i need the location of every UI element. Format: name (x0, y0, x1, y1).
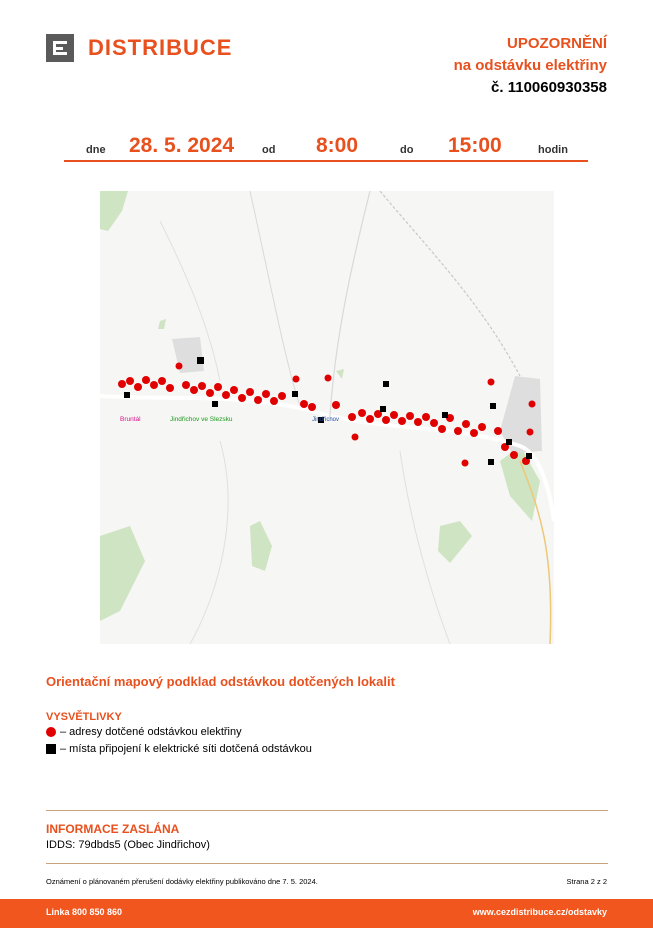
notice-header (454, 33, 607, 99)
legend-item-connection (46, 743, 312, 755)
day-label: dne (86, 144, 106, 156)
divider-bottom (46, 863, 608, 864)
hotline-link[interactable]: Linka 800 850 860 (46, 907, 123, 917)
red-circle-icon (46, 727, 56, 737)
map-label-bruntal: Bruntál (120, 416, 141, 423)
from-time: 8:00 (316, 134, 359, 157)
hours-label: hodin (538, 144, 568, 156)
notice-subtitle: na odstávku elektřiny (453, 57, 607, 74)
notice-number: č. 110060930358 (491, 79, 607, 96)
map-label-village: Jindřichov ve Slezsku (170, 416, 233, 423)
map-label-center: Jindřichov (312, 417, 340, 423)
footer-bar (0, 899, 653, 928)
to-time: 15:00 (448, 134, 502, 157)
from-label: od (262, 144, 276, 156)
map-canvas (100, 191, 554, 644)
notice-title: UPOZORNĚNÍ (506, 35, 607, 52)
to-label: do (400, 144, 414, 156)
legend-item-address (46, 726, 242, 738)
cez-logo-icon (46, 34, 74, 62)
schedule-row (64, 132, 588, 162)
publication-note: Oznámení o plánovaném přerušení dodávky elektřiny publikováno dne 7. 5. 2024. (46, 877, 318, 886)
outage-date: 28. 5. 2024 (129, 134, 235, 157)
black-square-icon (46, 744, 56, 754)
legend-address-text: – adresy dotčené odstávkou elektřiny (60, 726, 242, 738)
map-caption: Orientační mapový podklad odstávkou dotčených lokalit (46, 674, 395, 689)
info-title: INFORMACE ZASLÁNA (46, 822, 180, 836)
website-link[interactable]: www.cezdistribuce.cz/odstavky (472, 907, 607, 917)
outage-map[interactable] (100, 191, 554, 644)
divider-top (46, 810, 608, 811)
info-text: IDDS: 79dbds5 (Obec Jindřichov) (46, 839, 210, 851)
legend-connection-text: – místa připojení k elektrické síti dotčená odstávkou (60, 743, 312, 755)
brand-logo[interactable] (46, 34, 232, 62)
page-number: Strana 2 z 2 (566, 877, 607, 886)
legend-title: VYSVĚTLIVKY (46, 711, 122, 723)
brand-name: DISTRIBUCE (88, 35, 233, 60)
